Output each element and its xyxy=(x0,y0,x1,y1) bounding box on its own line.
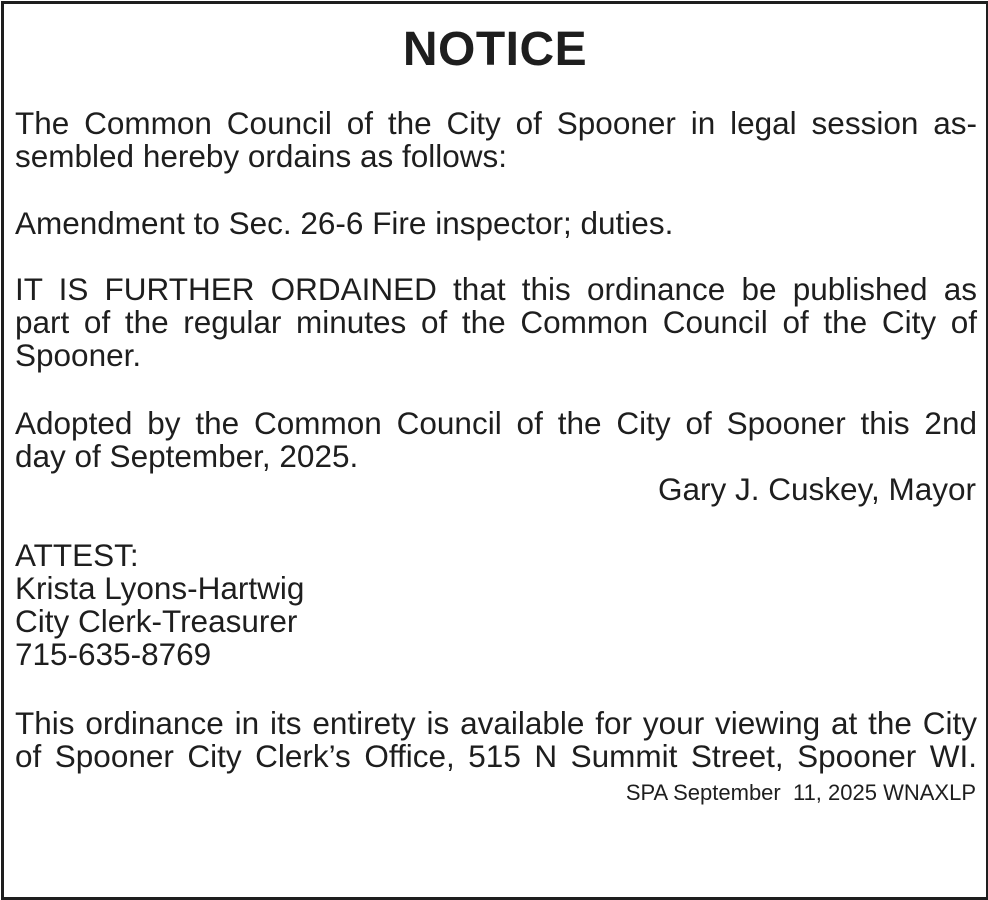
adopted-line-2: day of September, 2025. xyxy=(15,438,359,474)
attest-block xyxy=(15,539,304,671)
amendment-paragraph: Amendment to Sec. 26-6 Fire inspector; duties. xyxy=(15,205,674,241)
further-ordained-paragraph xyxy=(15,273,977,372)
mayor-signature: Gary J. Cuskey, Mayor xyxy=(658,471,976,507)
attest-title: City Clerk-Treasurer xyxy=(15,603,298,639)
availability-line-1: This ordinance in its entirety is available for your viewing at the City xyxy=(15,705,977,741)
further-ordained-line-3: Spooner. xyxy=(15,337,142,373)
publication-line: SPA September 11, 2025 WNAXLP xyxy=(625,780,976,805)
attest-label: ATTEST: xyxy=(15,537,139,573)
intro-line-1: The Common Council of the City of Spooner in legal session as- xyxy=(15,105,977,141)
availability-paragraph xyxy=(15,707,977,773)
availability-line-2: of Spooner City Clerk’s Office, 515 N Summit Street, Spooner WI. xyxy=(15,738,977,774)
further-ordained-line-1: IT IS FURTHER ORDAINED that this ordinance be published as xyxy=(15,271,977,307)
intro-paragraph xyxy=(15,107,977,173)
attest-phone: 715-635-8769 xyxy=(15,636,212,672)
further-ordained-line-2: part of the regular minutes of the Common Council of the City of xyxy=(15,304,977,340)
notice-title: NOTICE xyxy=(402,23,588,76)
adopted-line-1: Adopted by the Common Council of the City of Spooner this 2nd xyxy=(15,405,977,441)
notice-box xyxy=(1,1,988,900)
attest-name: Krista Lyons-Hartwig xyxy=(15,570,305,606)
intro-line-2: sembled hereby ordains as follows: xyxy=(15,138,508,174)
adopted-paragraph xyxy=(15,407,977,473)
